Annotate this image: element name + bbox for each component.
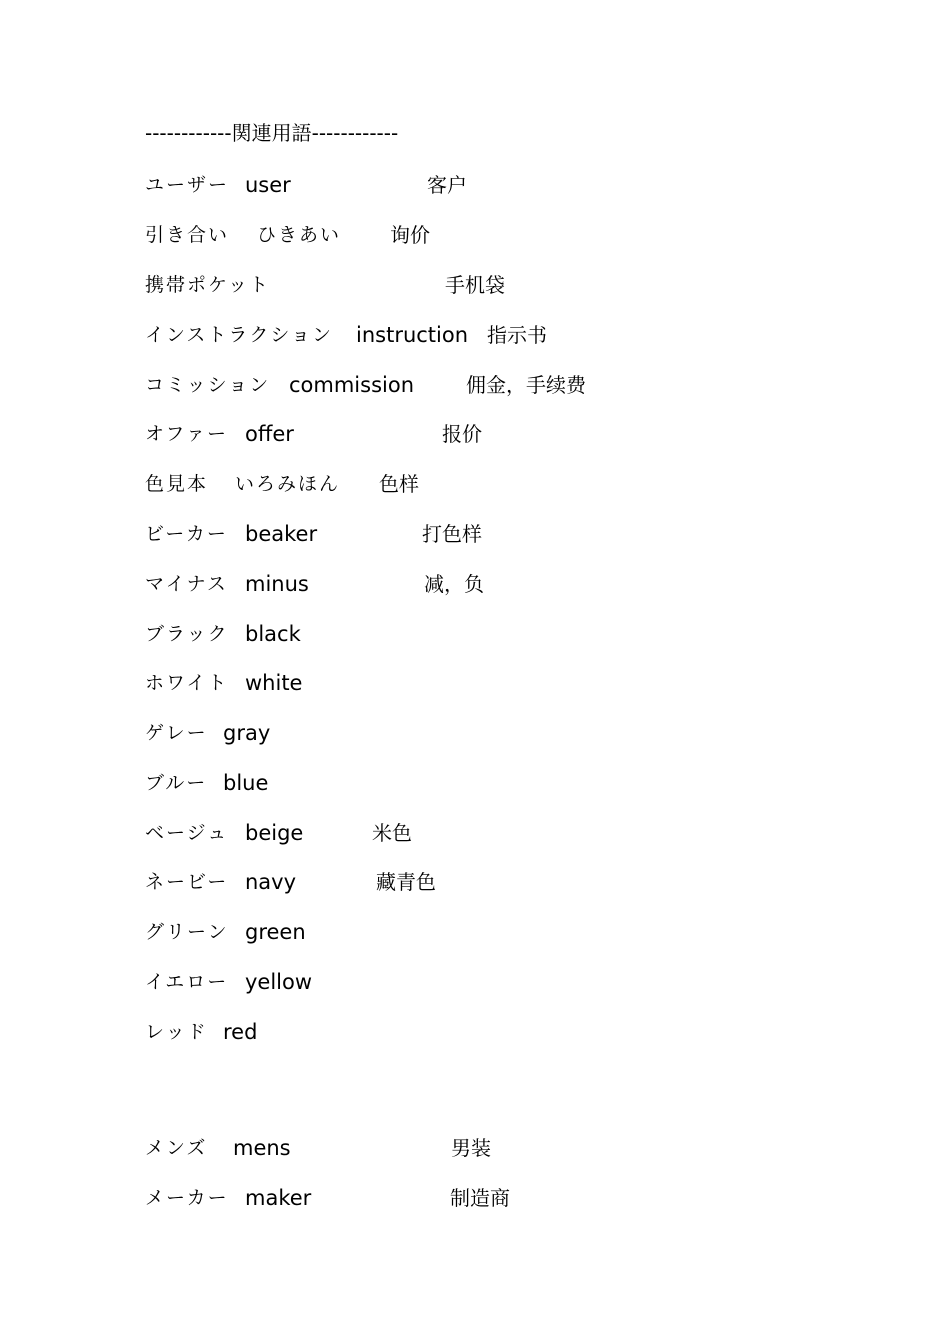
term-chinese: 色样 — [379, 472, 419, 496]
term-english: yellow — [245, 970, 313, 994]
term-chinese: 报价 — [442, 422, 482, 446]
heading-title: 関連用語 — [231, 121, 312, 145]
term-english: red — [223, 1020, 258, 1044]
term-english: mens — [233, 1136, 291, 1160]
term-english: black — [245, 622, 301, 646]
term-english: offer — [245, 422, 294, 446]
term-english: gray — [223, 721, 271, 745]
term-reading: いろみほん — [235, 473, 341, 495]
term-japanese: ベージュ — [145, 822, 229, 844]
term-english: white — [245, 671, 303, 695]
term-japanese: ビーカー — [145, 523, 228, 545]
heading-left-dashes: ------------ — [145, 121, 232, 145]
heading-right-dashes: ------------ — [311, 121, 399, 145]
term-japanese: コミッション — [145, 374, 271, 396]
term-english: beaker — [245, 522, 318, 546]
term-chinese: 男装 — [451, 1136, 491, 1160]
term-japanese: メーカー — [145, 1187, 229, 1209]
term-japanese: ネービー — [145, 871, 229, 893]
term-japanese: 携帯ポケット — [145, 274, 271, 296]
term-japanese: レッド — [145, 1021, 208, 1043]
term-japanese: ゲレー — [145, 722, 208, 744]
term-japanese: ホワイト — [145, 672, 229, 694]
term-chinese: 客户 — [427, 173, 467, 197]
term-english: maker — [245, 1186, 312, 1210]
term-english: navy — [245, 870, 297, 894]
term-english: minus — [245, 572, 309, 596]
term-japanese: グリーン — [145, 921, 229, 943]
term-chinese: 减，负 — [424, 572, 484, 596]
term-japanese: オファー — [145, 423, 229, 445]
term-chinese: 制造商 — [450, 1186, 510, 1210]
section-heading — [145, 117, 398, 147]
term-japanese: ブルー — [145, 772, 208, 794]
term-reading: ひきあい — [257, 224, 342, 246]
term-english: instruction — [356, 323, 469, 347]
term-chinese: 佣金，手续费 — [466, 373, 586, 397]
term-english: beige — [245, 821, 304, 845]
term-chinese: 米色 — [372, 821, 412, 845]
term-japanese: イエロー — [145, 971, 229, 993]
term-english: blue — [223, 771, 269, 795]
term-english: green — [245, 920, 306, 944]
term-chinese: 询价 — [390, 223, 430, 247]
term-japanese: マイナス — [145, 573, 228, 595]
term-japanese: インストラクション — [145, 324, 334, 346]
term-japanese: ブラック — [145, 623, 229, 645]
term-english: commission — [289, 373, 415, 397]
term-japanese: 引き合い — [145, 224, 230, 246]
term-japanese: ユーザー — [145, 174, 230, 196]
term-japanese: 色見本 — [145, 473, 209, 495]
term-english: user — [245, 173, 291, 197]
term-chinese: 指示书 — [487, 323, 547, 347]
term-japanese: メンズ — [145, 1137, 208, 1159]
term-chinese: 手机袋 — [445, 273, 505, 297]
term-chinese: 藏青色 — [376, 870, 436, 894]
term-chinese: 打色样 — [422, 522, 482, 546]
